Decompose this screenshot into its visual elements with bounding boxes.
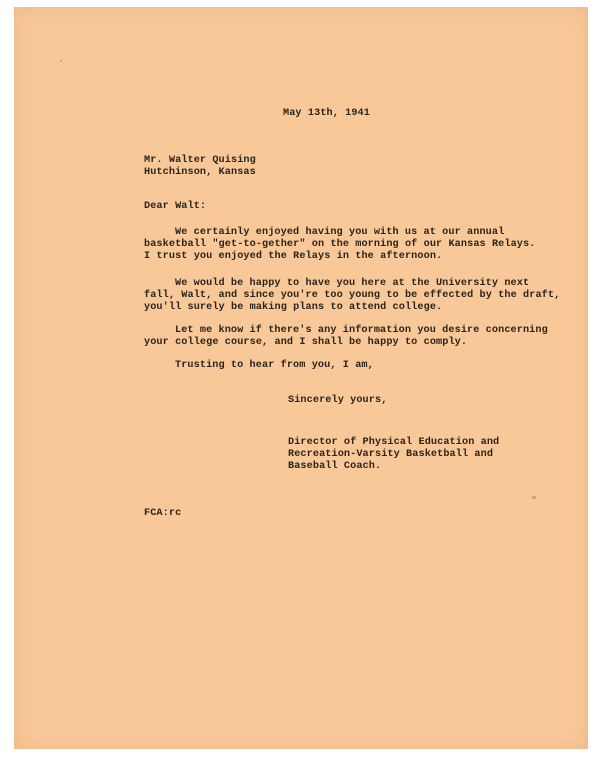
- paragraph-4: Trusting to hear from you, I am,: [175, 360, 374, 371]
- paragraph-2-line-1: We would be happy to have you here at the University next: [175, 278, 530, 289]
- paragraph-1-line-2: basketball "get-to-gether" on the morning of our Kansas Relays.: [144, 239, 536, 250]
- recipient-city: Hutchinson, Kansas: [144, 167, 256, 178]
- signature-title-line-2: Recreation-Varsity Basketball and: [288, 449, 494, 460]
- signature-title-line-3: Baseball Coach.: [288, 461, 382, 472]
- paper-speck: [532, 496, 536, 499]
- paragraph-2-line-2: fall, Walt, and since you're too young to be effected by the draft,: [144, 290, 561, 301]
- reference-initials: FCA:rc: [144, 508, 182, 519]
- paragraph-3-line-2: your college course, and I shall be happy to comply.: [144, 337, 468, 348]
- recipient-name: Mr. Walter Quising: [144, 155, 256, 166]
- salutation: Dear Walt:: [144, 201, 207, 212]
- closing: Sincerely yours,: [288, 395, 388, 406]
- signature-title-line-1: Director of Physical Education and: [288, 437, 500, 448]
- paragraph-2-line-3: you'll surely be making plans to attend college.: [144, 302, 443, 313]
- paper-speck: [60, 60, 62, 62]
- letter-date: May 13th, 1941: [283, 108, 370, 119]
- paragraph-1-line-1: We certainly enjoyed having you with us at our annual: [175, 227, 505, 238]
- paragraph-3-line-1: Let me know if there's any information you desire concerning: [175, 325, 548, 336]
- paragraph-1-line-3: I trust you enjoyed the Relays in the afternoon.: [144, 251, 443, 262]
